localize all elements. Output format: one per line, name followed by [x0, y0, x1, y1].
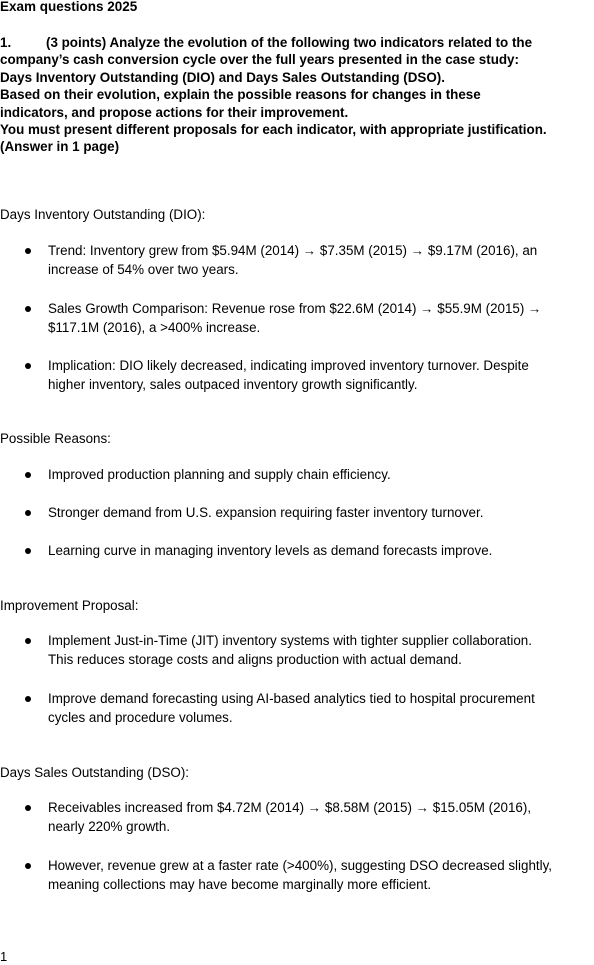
text-line: However, revenue grew at a faster rate (>400%), suggesting DSO decreased slightly,	[48, 858, 553, 873]
text-line: higher inventory, sales outpaced inventory growth significantly.	[48, 377, 418, 392]
text-line: Improved production planning and supply chain efficiency.	[48, 467, 391, 482]
list-item-text	[48, 631, 594, 669]
list-item-text	[48, 299, 594, 337]
question-line: You must present different proposals for each indicator, with appropriate justification.	[0, 122, 547, 138]
text-line: cycles and procedure volumes.	[48, 710, 233, 725]
text-line: Improve demand forecasting using AI-based analytics tied to hospital procurement	[48, 691, 535, 706]
bullet-icon	[25, 248, 31, 254]
list-item-text	[48, 503, 594, 522]
exam-question	[0, 34, 594, 156]
text-line: Sales Growth Comparison: Revenue rose from $22.6M (2014) → $55.9M (2015) →	[48, 301, 542, 316]
bullet-icon	[25, 863, 31, 869]
question-text: (3 points) Analyze the evolution of the following two indicators related to the	[46, 35, 533, 50]
list-item-text	[48, 541, 594, 560]
text-line: Implication: DIO likely decreased, indicating improved inventory turnover. Despite	[48, 358, 529, 373]
bullet-icon	[25, 363, 31, 369]
list-item-text	[48, 856, 594, 894]
question-line: Based on their evolution, explain the possible reasons for changes in these	[0, 87, 481, 103]
text-line: Implement Just-in-Time (JIT) inventory systems with tighter supplier collaboration.	[48, 633, 532, 648]
bullet-icon	[25, 805, 31, 811]
text-line: Learning curve in managing inventory levels as demand forecasts improve.	[48, 543, 493, 558]
section-heading-improvement: Improvement Proposal:	[0, 598, 139, 613]
text-line: $117.1M (2016), a >400% increase.	[48, 320, 261, 335]
section-heading-dio: Days Inventory Outstanding (DIO):	[0, 207, 206, 222]
text-line: Receivables increased from $4.72M (2014) → $8.58M (2015) → $15.05M (2016),	[48, 800, 532, 815]
bullet-icon	[25, 548, 31, 554]
question-number: 1.	[0, 35, 12, 50]
bullet-icon	[25, 696, 31, 702]
question-line: Days Inventory Outstanding (DIO) and Days Sales Outstanding (DSO).	[0, 69, 445, 85]
text-line: increase of 54% over two years.	[48, 262, 239, 277]
list-item-text	[48, 465, 594, 484]
bullet-icon	[25, 306, 31, 312]
list-item-text	[48, 356, 594, 394]
text-line: Trend: Inventory grew from $5.94M (2014) → $7.35M (2015) → $9.17M (2016), an	[48, 243, 538, 258]
section-heading-dso: Days Sales Outstanding (DSO):	[0, 765, 190, 780]
bullet-icon	[25, 510, 31, 516]
text-line: This reduces storage costs and aligns production with actual demand.	[48, 652, 462, 667]
section-heading-reasons: Possible Reasons:	[0, 431, 111, 446]
list-item-text	[48, 241, 594, 279]
text-line: meaning collections may have become marginally more efficient.	[48, 877, 432, 892]
text-line: nearly 220% growth.	[48, 819, 171, 834]
document-title: Exam questions 2025	[0, 0, 138, 14]
question-line	[0, 34, 594, 51]
question-line: (Answer in 1 page)	[0, 139, 120, 155]
text-line: Stronger demand from U.S. expansion requiring faster inventory turnover.	[48, 505, 484, 520]
bullet-icon	[25, 638, 31, 644]
list-item-text	[48, 798, 594, 836]
bullet-icon	[25, 472, 31, 478]
question-line: indicators, and propose actions for their improvement.	[0, 104, 349, 120]
question-line: company’s cash conversion cycle over the full years presented in the case study:	[0, 52, 519, 68]
page-number: 1	[0, 949, 8, 964]
list-item-text	[48, 689, 594, 727]
